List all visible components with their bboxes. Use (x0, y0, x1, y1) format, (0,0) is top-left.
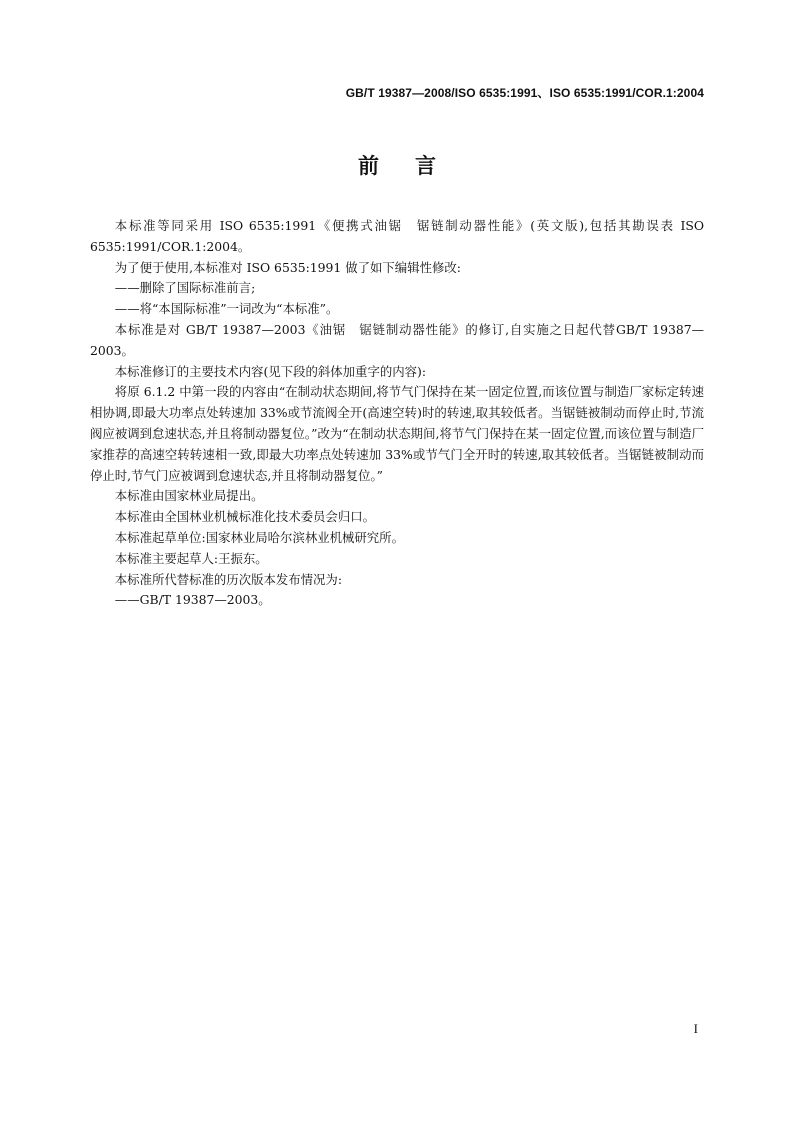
paragraph-drafters: 本标准主要起草人:王振东。 (114, 550, 268, 566)
paragraph-editorial-intro: 为了便于使用,本标准对 ISO 6535:1991 做了如下编辑性修改: (114, 259, 461, 275)
paragraph-history-intro: 本标准所代替标准的历次版本发布情况为: (114, 571, 343, 587)
list-item: ——将“本国际标准”一词改为“本标准”。 (114, 301, 339, 317)
paragraph-committee: 本标准由全国林业机械标准化技术委员会归口。 (114, 509, 375, 525)
paragraph-proposer: 本标准由国家林业局提出。 (114, 488, 264, 504)
paragraph-drafting-unit: 本标准起草单位:国家林业局哈尔滨林业机械研究所。 (114, 529, 404, 545)
standard-number-header: GB/T 19387—2008/ISO 6535:1991、ISO 6535:1991/COR.1:2004 (345, 86, 704, 100)
paragraph-technical-intro: 本标准修订的主要技术内容(见下段的斜体加重字的内容): (114, 363, 427, 379)
list-item: ——GB/T 19387—2003。 (114, 592, 271, 608)
paragraph-adoption: 本标准等同采用 ISO 6535:1991《便携式油锯 锯链制动器性能》(英文版),包括其勘误表 ISO 6535:1991/COR.1:2004。 (90, 218, 704, 254)
page-number: I (693, 1021, 698, 1036)
page-title: 前言 (358, 154, 472, 178)
foreword-body (90, 216, 704, 611)
paragraph-technical-change: 将原 6.1.2 中第一段的内容由“在制动状态期间,将节气门保持在某一固定位置,而该位置与制造厂家标定转速相协调,即最大功率点处转速加 33%或节流阀全开(高速空转)时的转速,取其较低者。当锯链被制动而停止时,节流阀应被调到怠速状态,并且将制动器复位。”改为“在制动状态期间,将节气门保持在某一固定位置,而该位置与制造厂家推荐的高速空转转速相一致,即最大功率点处转速加 33%或节气门全开时的转速,取其较低者。当锯链被制动而停止时,节气门应被调到怠速状态,并且将制动器复位。” (90, 384, 704, 483)
list-item: ——删除了国际标准前言; (114, 280, 256, 296)
paragraph-revision: 本标准是对 GB/T 19387—2003《油锯 锯链制动器性能》的修订,自实施之日起代替GB/T 19387—2003。 (90, 321, 704, 358)
